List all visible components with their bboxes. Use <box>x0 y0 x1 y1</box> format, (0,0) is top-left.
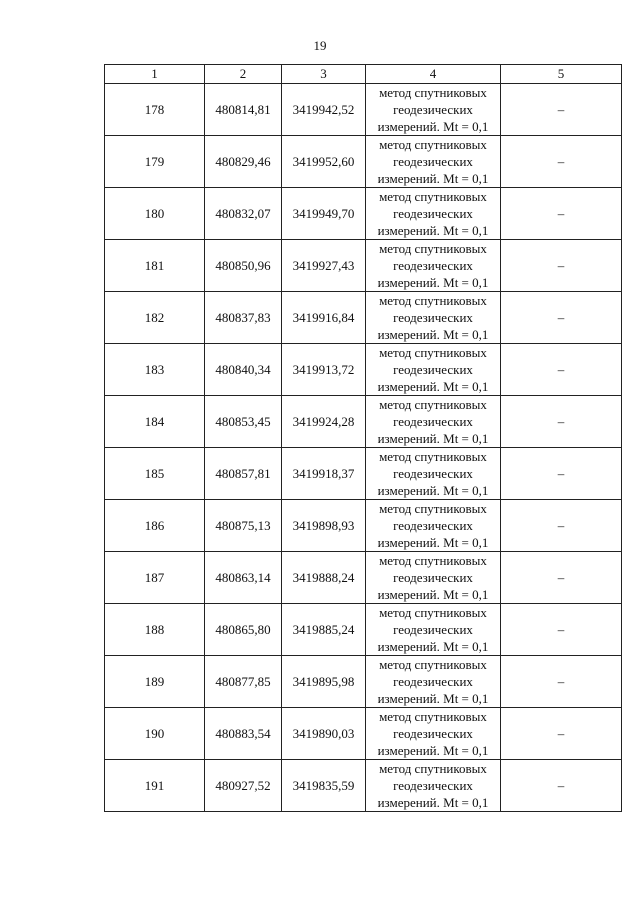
point-number-cell: 178 <box>105 84 205 136</box>
table-row <box>105 604 622 656</box>
column-5-cell: – <box>501 344 622 396</box>
y-coordinate-cell: 3419913,72 <box>282 344 366 396</box>
method-text-line: измерений. Mt = 0,1 <box>377 119 489 134</box>
y-coordinate-cell: 3419916,84 <box>282 292 366 344</box>
method-cell <box>366 136 501 188</box>
method-text-line: измерений. Mt = 0,1 <box>377 535 489 550</box>
method-text-line: геодезических <box>393 726 473 741</box>
column-5-cell: – <box>501 448 622 500</box>
method-text-line: измерений. Mt = 0,1 <box>377 327 489 342</box>
x-coordinate-cell: 480850,96 <box>205 240 282 292</box>
method-text-line: измерений. Mt = 0,1 <box>377 275 489 290</box>
column-5-cell: – <box>501 136 622 188</box>
method-text-line: геодезических <box>393 466 473 481</box>
x-coordinate-cell: 480863,14 <box>205 552 282 604</box>
method-text-line: геодезических <box>393 414 473 429</box>
column-5-cell: – <box>501 188 622 240</box>
method-cell <box>366 760 501 812</box>
point-number-cell: 181 <box>105 240 205 292</box>
y-coordinate-cell: 3419895,98 <box>282 656 366 708</box>
point-number-cell: 179 <box>105 136 205 188</box>
method-cell <box>366 292 501 344</box>
point-number-cell: 191 <box>105 760 205 812</box>
column-5-cell: – <box>501 656 622 708</box>
y-coordinate-cell: 3419898,93 <box>282 500 366 552</box>
x-coordinate-cell: 480829,46 <box>205 136 282 188</box>
method-text-line: метод спутниковых <box>379 553 487 568</box>
point-number-cell: 190 <box>105 708 205 760</box>
method-text-line: метод спутниковых <box>379 657 487 672</box>
y-coordinate-cell: 3419835,59 <box>282 760 366 812</box>
x-coordinate-cell: 480877,85 <box>205 656 282 708</box>
table-row <box>105 500 622 552</box>
y-coordinate-cell: 3419927,43 <box>282 240 366 292</box>
method-text-line: метод спутниковых <box>379 137 487 152</box>
method-text-line: метод спутниковых <box>379 397 487 412</box>
method-text-line: измерений. Mt = 0,1 <box>377 587 489 602</box>
point-number-cell: 183 <box>105 344 205 396</box>
page-number: 19 <box>313 38 327 53</box>
column-header: 4 <box>366 65 501 84</box>
y-coordinate-cell: 3419942,52 <box>282 84 366 136</box>
method-text-line: измерений. Mt = 0,1 <box>377 431 489 446</box>
method-text-line: геодезических <box>393 154 473 169</box>
table-row <box>105 84 622 136</box>
x-coordinate-cell: 480883,54 <box>205 708 282 760</box>
table-row <box>105 188 622 240</box>
method-text-line: измерений. Mt = 0,1 <box>377 483 489 498</box>
table-row <box>105 396 622 448</box>
method-text-line: геодезических <box>393 206 473 221</box>
method-text-line: измерений. Mt = 0,1 <box>377 795 489 810</box>
method-cell <box>366 656 501 708</box>
method-cell <box>366 188 501 240</box>
method-text-line: метод спутниковых <box>379 761 487 776</box>
x-coordinate-cell: 480837,83 <box>205 292 282 344</box>
method-text-line: геодезических <box>393 622 473 637</box>
method-text-line: метод спутниковых <box>379 709 487 724</box>
table-row <box>105 760 622 812</box>
column-5-cell: – <box>501 552 622 604</box>
method-cell <box>366 552 501 604</box>
method-text-line: геодезических <box>393 362 473 377</box>
method-cell <box>366 84 501 136</box>
column-5-cell: – <box>501 500 622 552</box>
point-number-cell: 182 <box>105 292 205 344</box>
method-text-line: измерений. Mt = 0,1 <box>377 691 489 706</box>
y-coordinate-cell: 3419888,24 <box>282 552 366 604</box>
method-text-line: метод спутниковых <box>379 241 487 256</box>
table-row <box>105 292 622 344</box>
x-coordinate-cell: 480853,45 <box>205 396 282 448</box>
method-cell <box>366 604 501 656</box>
coordinates-table <box>104 64 622 812</box>
method-text-line: метод спутниковых <box>379 345 487 360</box>
y-coordinate-cell: 3419890,03 <box>282 708 366 760</box>
column-5-cell: – <box>501 292 622 344</box>
method-text-line: метод спутниковых <box>379 85 487 100</box>
table-row <box>105 136 622 188</box>
method-text-line: метод спутниковых <box>379 293 487 308</box>
point-number-cell: 188 <box>105 604 205 656</box>
point-number-cell: 184 <box>105 396 205 448</box>
method-text-line: геодезических <box>393 258 473 273</box>
column-5-cell: – <box>501 760 622 812</box>
method-text-line: геодезических <box>393 310 473 325</box>
table-row <box>105 708 622 760</box>
y-coordinate-cell: 3419949,70 <box>282 188 366 240</box>
column-5-cell: – <box>501 240 622 292</box>
method-text-line: геодезических <box>393 518 473 533</box>
column-header: 3 <box>282 65 366 84</box>
method-cell <box>366 448 501 500</box>
x-coordinate-cell: 480927,52 <box>205 760 282 812</box>
x-coordinate-cell: 480832,07 <box>205 188 282 240</box>
table-row <box>105 240 622 292</box>
method-cell <box>366 344 501 396</box>
x-coordinate-cell: 480875,13 <box>205 500 282 552</box>
method-text-line: геодезических <box>393 674 473 689</box>
point-number-cell: 186 <box>105 500 205 552</box>
x-coordinate-cell: 480865,80 <box>205 604 282 656</box>
column-5-cell: – <box>501 84 622 136</box>
table-row <box>105 448 622 500</box>
method-text-line: измерений. Mt = 0,1 <box>377 743 489 758</box>
column-5-cell: – <box>501 604 622 656</box>
y-coordinate-cell: 3419885,24 <box>282 604 366 656</box>
method-cell <box>366 396 501 448</box>
y-coordinate-cell: 3419952,60 <box>282 136 366 188</box>
column-5-cell: – <box>501 708 622 760</box>
point-number-cell: 187 <box>105 552 205 604</box>
column-header: 2 <box>205 65 282 84</box>
point-number-cell: 189 <box>105 656 205 708</box>
y-coordinate-cell: 3419924,28 <box>282 396 366 448</box>
method-text-line: метод спутниковых <box>379 501 487 516</box>
method-cell <box>366 240 501 292</box>
method-cell <box>366 500 501 552</box>
point-number-cell: 185 <box>105 448 205 500</box>
table-body <box>105 84 622 812</box>
method-text-line: метод спутниковых <box>379 605 487 620</box>
column-header: 1 <box>105 65 205 84</box>
method-text-line: геодезических <box>393 102 473 117</box>
table-row <box>105 656 622 708</box>
x-coordinate-cell: 480814,81 <box>205 84 282 136</box>
method-text-line: измерений. Mt = 0,1 <box>377 639 489 654</box>
method-text-line: метод спутниковых <box>379 449 487 464</box>
method-text-line: геодезических <box>393 570 473 585</box>
point-number-cell: 180 <box>105 188 205 240</box>
x-coordinate-cell: 480857,81 <box>205 448 282 500</box>
table-row <box>105 552 622 604</box>
column-5-cell: – <box>501 396 622 448</box>
method-cell <box>366 708 501 760</box>
method-text-line: измерений. Mt = 0,1 <box>377 223 489 238</box>
x-coordinate-cell: 480840,34 <box>205 344 282 396</box>
method-text-line: геодезических <box>393 778 473 793</box>
column-header: 5 <box>501 65 622 84</box>
y-coordinate-cell: 3419918,37 <box>282 448 366 500</box>
table-row <box>105 344 622 396</box>
method-text-line: измерений. Mt = 0,1 <box>377 379 489 394</box>
table-header-row <box>105 65 622 84</box>
method-text-line: измерений. Mt = 0,1 <box>377 171 489 186</box>
method-text-line: метод спутниковых <box>379 189 487 204</box>
